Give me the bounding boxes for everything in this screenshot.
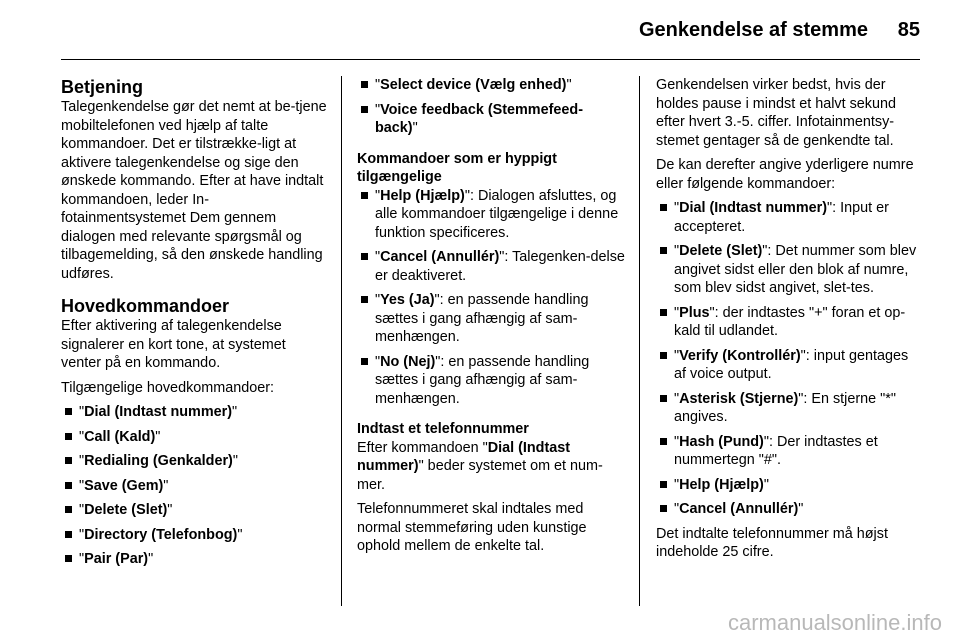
square-bullet-icon xyxy=(660,204,667,211)
list-item: "No (Nej)": en passende handling sættes i gang afhængig af sam-menhængen. xyxy=(357,353,625,409)
list-item: "Pair (Par)" xyxy=(61,550,327,569)
square-bullet-icon xyxy=(65,433,72,440)
heading-betjening: Betjening xyxy=(61,77,144,97)
list-item: "Plus": der indtastes "+" foran et op-kald til udlandet. xyxy=(656,304,924,341)
square-bullet-icon xyxy=(65,457,72,464)
paragraph: De kan derefter angive yderligere numre eller følgende kommandoer: xyxy=(656,157,914,192)
square-bullet-icon xyxy=(65,555,72,562)
list-item: "Voice feedback (Stemmefeed-back)" xyxy=(357,101,625,138)
column-1 xyxy=(61,76,327,575)
header-divider xyxy=(61,59,920,60)
paragraph: Efter kommandoen "Dial (Indtast nummer)" beder systemet om et num-mer. xyxy=(357,439,603,493)
square-bullet-icon xyxy=(65,482,72,489)
column-3 xyxy=(656,76,924,568)
paragraph: Efter aktivering af talegenkendelse signalerer en kort tone, at systemet venter på en kommando. xyxy=(61,318,286,371)
square-bullet-icon xyxy=(361,296,368,303)
column-divider-2 xyxy=(639,76,640,606)
list-item: "Cancel (Annullér)" xyxy=(656,500,924,519)
square-bullet-icon xyxy=(65,408,72,415)
square-bullet-icon xyxy=(361,106,368,113)
square-bullet-icon xyxy=(65,531,72,538)
column-divider-1 xyxy=(341,76,342,606)
list-item: "Dial (Indtast nummer)" xyxy=(61,403,327,422)
list-item: "Call (Kald)" xyxy=(61,428,327,447)
section-title: Genkendelse af stemme xyxy=(639,19,868,41)
square-bullet-icon xyxy=(65,506,72,513)
list-item: "Save (Gem)" xyxy=(61,477,327,496)
list-item: "Delete (Slet)" xyxy=(61,501,327,520)
paragraph: Det indtalte telefonnummer må højst indeholde 25 cifre. xyxy=(656,525,888,560)
list-item: "Hash (Pund)": Der indtastes et nummertegn "#". xyxy=(656,433,924,470)
heading-hovedkommandoer: Hovedkommandoer xyxy=(61,296,230,316)
paragraph: Genkendelsen virker bedst, hvis der holdes pause i mindst et halvt sekund efter hvert 3.-5. ciffer. Infotainmentsy-stemet gentager så de genkendte tal. xyxy=(656,77,896,149)
list-item: "Directory (Telefonbog)" xyxy=(61,526,327,545)
square-bullet-icon xyxy=(660,505,667,512)
list-item: "Help (Hjælp)": Dialogen afsluttes, og alle kommandoer tilgængelige i denne funktion specificeres. xyxy=(357,187,625,243)
square-bullet-icon xyxy=(660,438,667,445)
square-bullet-icon xyxy=(361,253,368,260)
watermark: carmanualsonline.info xyxy=(727,610,942,635)
square-bullet-icon xyxy=(361,358,368,365)
list-item: "Select device (Vælg enhed)" xyxy=(357,76,625,95)
list-item: "Verify (Kontrollér)": input gentages af voice output. xyxy=(656,347,924,384)
paragraph: Tilgængelige hovedkommandoer: xyxy=(61,379,275,396)
heading-enter-phone-number: Indtast et telefonnummer xyxy=(357,421,529,437)
square-bullet-icon xyxy=(660,309,667,316)
main-commands-list xyxy=(61,403,327,569)
frequent-commands-list xyxy=(357,187,625,409)
list-item: "Yes (Ja)": en passende handling sættes i gang afhængig af sam-menhængen. xyxy=(357,291,625,347)
list-item: "Asterisk (Stjerne)": En stjerne "*" angives. xyxy=(656,390,924,427)
square-bullet-icon xyxy=(361,81,368,88)
page-number: 85 xyxy=(897,19,920,41)
list-item: "Cancel (Annullér)": Talegenken-delse er deaktiveret. xyxy=(357,248,625,285)
paragraph: Talegenkendelse gør det nemt at be-tjene mobiltelefonen ved hjælp af talte kommandoer. Det er tilstrække-ligt at aktivere talegenkendelse og sige den ønskede kommando. Efter at have indtalt kommandoen, leder In-fotainmentsystemet Dem gennem dialogen med relevante spørgsmål og tilbagemelding, så den ønskede handling udføres. xyxy=(61,99,327,282)
square-bullet-icon xyxy=(361,192,368,199)
list-item: "Redialing (Genkalder)" xyxy=(61,452,327,471)
square-bullet-icon xyxy=(660,247,667,254)
square-bullet-icon xyxy=(660,395,667,402)
square-bullet-icon xyxy=(660,481,667,488)
more-commands-list xyxy=(357,76,625,138)
column-2 xyxy=(357,76,625,562)
heading-frequent-commands: Kommandoer som er hyppigt tilgængelige xyxy=(357,150,557,185)
square-bullet-icon xyxy=(660,352,667,359)
paragraph: Telefonnummeret skal indtales med normal stemmeføring uden kunstige ophold mellem de enkelte tal. xyxy=(357,501,587,554)
number-commands-list xyxy=(656,199,924,519)
list-item: "Dial (Indtast nummer)": Input er accepteret. xyxy=(656,199,924,236)
list-item: "Delete (Slet)": Det nummer som blev angivet sidst eller den blok af numre, som blev sidst angivet, slet-tes. xyxy=(656,242,924,298)
list-item: "Help (Hjælp)" xyxy=(656,476,924,495)
